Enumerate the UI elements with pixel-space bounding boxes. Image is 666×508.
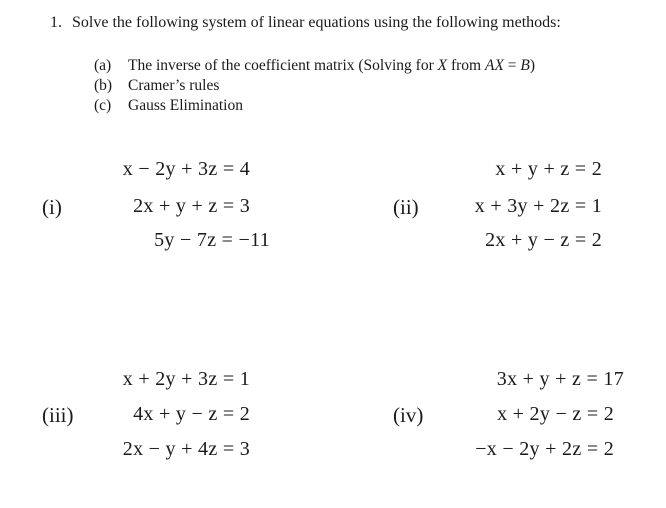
question-1	[50, 14, 561, 32]
method-a-var-b: B	[520, 57, 530, 74]
system-iii-equation-2: 4x + y − z = 2	[133, 403, 250, 425]
system-iv-equation-3: −x − 2y + 2z = 2	[475, 438, 614, 460]
method-a-var-ax: AX	[484, 57, 504, 74]
method-a-eq-sign: =	[503, 57, 521, 74]
system-iii-label: (iii)	[42, 403, 74, 427]
question-text: Solve the following system of linear equations using the following methods:	[72, 14, 561, 31]
system-i-equation-3: 5y − 7z = −11	[154, 229, 270, 251]
method-a-var-x: X	[437, 57, 448, 74]
system-ii-equation-3: 2x + y − z = 2	[485, 229, 602, 251]
method-c-text: Gauss Elimination	[128, 97, 243, 114]
system-i-equation-2: 2x + y + z = 3	[133, 195, 250, 217]
method-b-text: Cramer’s rules	[128, 77, 220, 94]
method-a-text-before: The inverse of the coefficient matrix (Solving for	[128, 57, 438, 74]
system-i-equation-1: x − 2y + 3z = 4	[122, 158, 250, 180]
question-number: 1.	[50, 14, 62, 31]
method-a-text-mid: from	[447, 57, 485, 74]
system-i-label: (i)	[42, 195, 62, 219]
method-b-letter: (b)	[94, 77, 113, 94]
methods-list	[94, 56, 535, 116]
system-iv-label: (iv)	[393, 403, 424, 427]
system-iii-equation-3: 2x − y + 4z = 3	[122, 438, 250, 460]
system-iii-equation-1: x + 2y + 3z = 1	[122, 368, 250, 390]
method-b	[94, 76, 535, 96]
system-iv-equation-1: 3x + y + z = 17	[496, 368, 624, 390]
method-a	[94, 56, 535, 76]
method-a-letter: (a)	[94, 57, 112, 74]
system-ii-equation-2: x + 3y + 2z = 1	[474, 195, 602, 217]
system-iv-equation-2: x + 2y − z = 2	[497, 403, 614, 425]
system-ii-label: (ii)	[393, 195, 419, 219]
method-c-letter: (c)	[94, 97, 112, 114]
system-ii-equation-1: x + y + z = 2	[495, 158, 602, 180]
method-c	[94, 96, 535, 116]
method-a-text-after: )	[529, 57, 536, 74]
